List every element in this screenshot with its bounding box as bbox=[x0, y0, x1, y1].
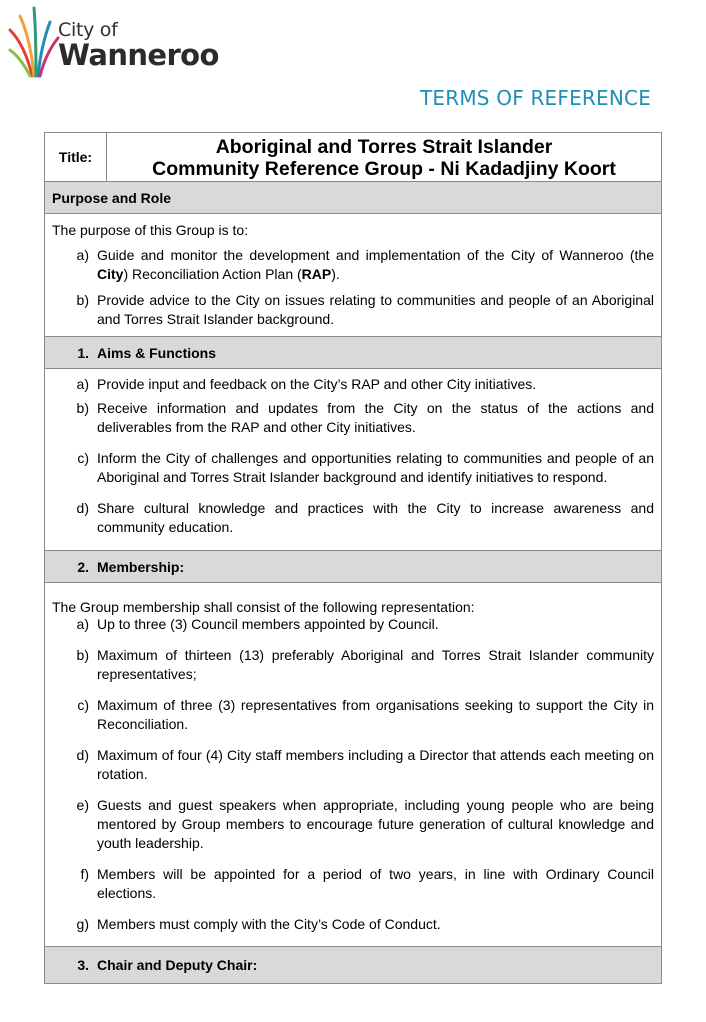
item-text: Maximum of thirteen (13) preferably Aboriginal and Torres Strait Islander community representatives; bbox=[97, 647, 654, 682]
section-number: 2. bbox=[77, 558, 89, 575]
list-item bbox=[45, 696, 657, 734]
membership-intro: The Group membership shall consist of the following representation: bbox=[52, 599, 475, 615]
item-text: Provide input and feedback on the City’s RAP and other City initiatives. bbox=[97, 376, 537, 392]
section-heading-chair bbox=[45, 947, 661, 983]
item-text: Up to three (3) Council members appointed by Council. bbox=[97, 616, 439, 632]
section-heading-membership bbox=[45, 551, 661, 583]
item-letter: d) bbox=[76, 500, 89, 516]
item-text: Guests and guest speakers when appropriate, including young people who are being mentored by Group members to encourage future generation of cultural knowledge and youth leadership. bbox=[97, 797, 654, 851]
aims-body bbox=[45, 369, 661, 551]
section-heading-text: Aims & Functions bbox=[97, 344, 217, 361]
item-letter: d) bbox=[76, 747, 89, 763]
item-letter: a) bbox=[76, 616, 89, 632]
logo-line-1: City of bbox=[58, 19, 118, 41]
list-item bbox=[45, 615, 657, 634]
list-item bbox=[45, 499, 657, 537]
list-item bbox=[45, 449, 657, 487]
item-text: Share cultural knowledge and practices with the City to increase awareness and community education. bbox=[97, 500, 654, 535]
logo-line-2: Wanneroo bbox=[58, 38, 219, 72]
item-letter: g) bbox=[76, 916, 89, 932]
section-heading-text: Chair and Deputy Chair: bbox=[97, 957, 258, 973]
membership-body bbox=[45, 583, 661, 947]
list-item bbox=[45, 796, 657, 853]
list-item bbox=[45, 746, 657, 784]
item-text: Guide and monitor the development and implementation of the City of Wanneroo (the City) Reconciliation Action Plan (RAP). bbox=[97, 247, 654, 282]
title-row bbox=[45, 133, 661, 182]
item-letter: a) bbox=[76, 247, 89, 263]
list-item bbox=[45, 291, 657, 329]
document-type-heading: TERMS OF REFERENCE bbox=[420, 86, 652, 110]
title-line-1: Aboriginal and Torres Strait Islander bbox=[215, 136, 553, 158]
item-text: Members will be appointed for a period of two years, in line with Ordinary Council elections. bbox=[97, 866, 654, 901]
section-number: 1. bbox=[77, 344, 89, 361]
item-text: Receive information and updates from the City on the status of the actions and deliverables from the RAP and other City initiatives. bbox=[97, 400, 654, 435]
item-letter: b) bbox=[76, 292, 89, 308]
item-letter: b) bbox=[76, 400, 89, 416]
item-text: Inform the City of challenges and opportunities relating to communities and people of an Aboriginal and Torres Strait Islander background and identify initiatives to respond. bbox=[97, 450, 654, 485]
list-item bbox=[45, 865, 657, 903]
list-item bbox=[45, 646, 657, 684]
purpose-intro: The purpose of this Group is to: bbox=[52, 222, 249, 238]
item-letter: a) bbox=[76, 376, 89, 392]
section-heading-text: Purpose and Role bbox=[52, 189, 172, 206]
section-heading-purpose bbox=[45, 182, 661, 214]
item-letter: c) bbox=[77, 697, 89, 713]
item-text: Provide advice to the City on issues relating to communities and people of an Aboriginal and Torres Strait Islander background. bbox=[97, 292, 654, 327]
terms-table bbox=[44, 132, 662, 984]
section-heading-aims bbox=[45, 337, 661, 369]
item-text: Members must comply with the City’s Code of Conduct. bbox=[97, 916, 441, 932]
section-number: 3. bbox=[77, 957, 89, 973]
item-letter: c) bbox=[77, 450, 89, 466]
list-item bbox=[45, 399, 657, 437]
list-item bbox=[45, 915, 657, 934]
list-item bbox=[45, 375, 657, 394]
item-text: Maximum of four (4) City staff members including a Director that attends each meeting on rotation. bbox=[97, 747, 654, 782]
title-label: Title: bbox=[45, 133, 107, 181]
purpose-body bbox=[45, 214, 661, 337]
item-letter: b) bbox=[76, 647, 89, 663]
item-text: Maximum of three (3) representatives from organisations seeking to support the City in Reconciliation. bbox=[97, 697, 654, 732]
document-title bbox=[107, 133, 661, 181]
section-heading-text: Membership: bbox=[97, 558, 185, 575]
title-line-2: Community Reference Group - Ni Kadadjiny Koort bbox=[152, 158, 616, 180]
city-of-wanneroo-logo bbox=[8, 2, 238, 82]
item-letter: f) bbox=[80, 866, 89, 882]
list-item bbox=[45, 246, 657, 284]
item-letter: e) bbox=[76, 797, 89, 813]
